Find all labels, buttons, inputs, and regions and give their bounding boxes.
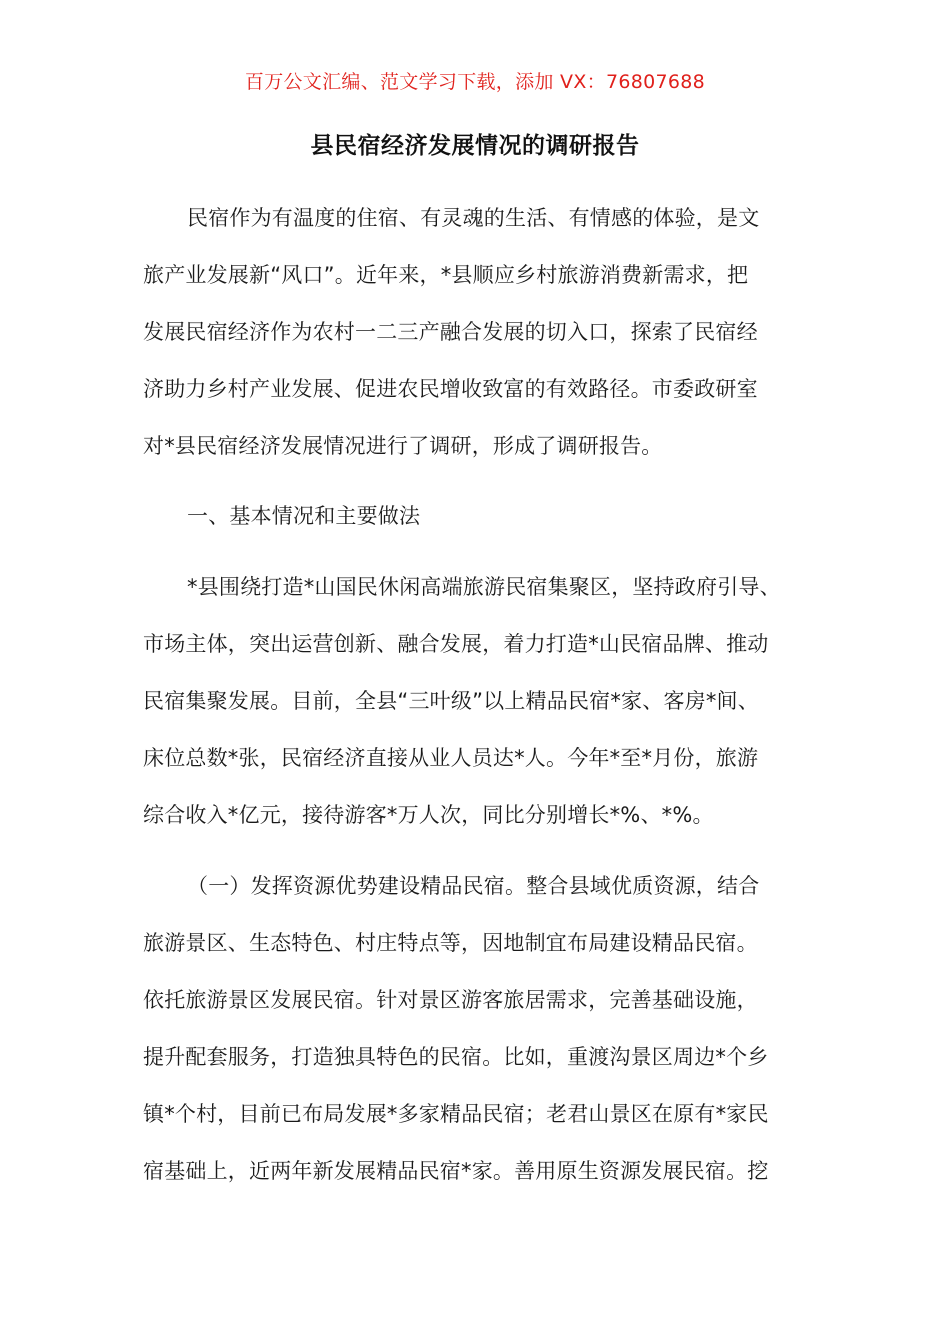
paragraph-line: 综合收入*亿元，接待游客*万人次，同比分别增长*%、*%。 — [143, 803, 714, 827]
watermark-banner: 百万公文汇编、范文学习下载，添加 VX：76807688 — [244, 71, 706, 93]
paragraph-line: 对*县民宿经济发展情况进行了调研，形成了调研报告。 — [143, 434, 663, 458]
paragraph-line: 发展民宿经济作为农村一二三产融合发展的切入口，探索了民宿经 — [143, 320, 758, 344]
paragraph-line: 提升配套服务，打造独具特色的民宿。比如，重渡沟景区周边*个乡 — [143, 1045, 769, 1069]
paragraph-line: 民宿集聚发展。目前，全县“三叶级”以上精品民宿*家、客房*间、 — [143, 689, 759, 713]
paragraph-line: *县围绕打造*山国民休闲高端旅游民宿集聚区，坚持政府引导、 — [187, 575, 781, 599]
paragraph-line: 镇*个村，目前已布局发展*多家精品民宿；老君山景区在原有*家民 — [143, 1102, 769, 1126]
paragraph-line: 济助力乡村产业发展、促进农民增收致富的有效路径。市委政研室 — [143, 377, 758, 401]
document-title: 县民宿经济发展情况的调研报告 — [310, 133, 640, 159]
paragraph-line: 宿基础上，近两年新发展精品民宿*家。善用原生资源发展民宿。挖 — [143, 1159, 769, 1183]
paragraph-line: 依托旅游景区发展民宿。针对景区游客旅居需求，完善基础设施， — [143, 988, 758, 1012]
paragraph-line: 旅产业发展新“风口”。近年来，*县顺应乡村旅游消费新需求，把 — [143, 263, 749, 287]
paragraph-line: 床位总数*张，民宿经济直接从业人员达*人。今年*至*月份，旅游 — [143, 746, 759, 770]
section-heading: 一、基本情况和主要做法 — [187, 504, 421, 528]
paragraph-line: 民宿作为有温度的住宿、有灵魂的生活、有情感的体验，是文 — [187, 206, 760, 230]
paragraph-line: 市场主体，突出运营创新、融合发展，着力打造*山民宿品牌、推动 — [143, 632, 769, 656]
paragraph-line: 旅游景区、生态特色、村庄特点等，因地制宜布局建设精品民宿。 — [143, 931, 758, 955]
paragraph-line: （一）发挥资源优势建设精品民宿。整合县域优质资源，结合 — [187, 874, 760, 898]
